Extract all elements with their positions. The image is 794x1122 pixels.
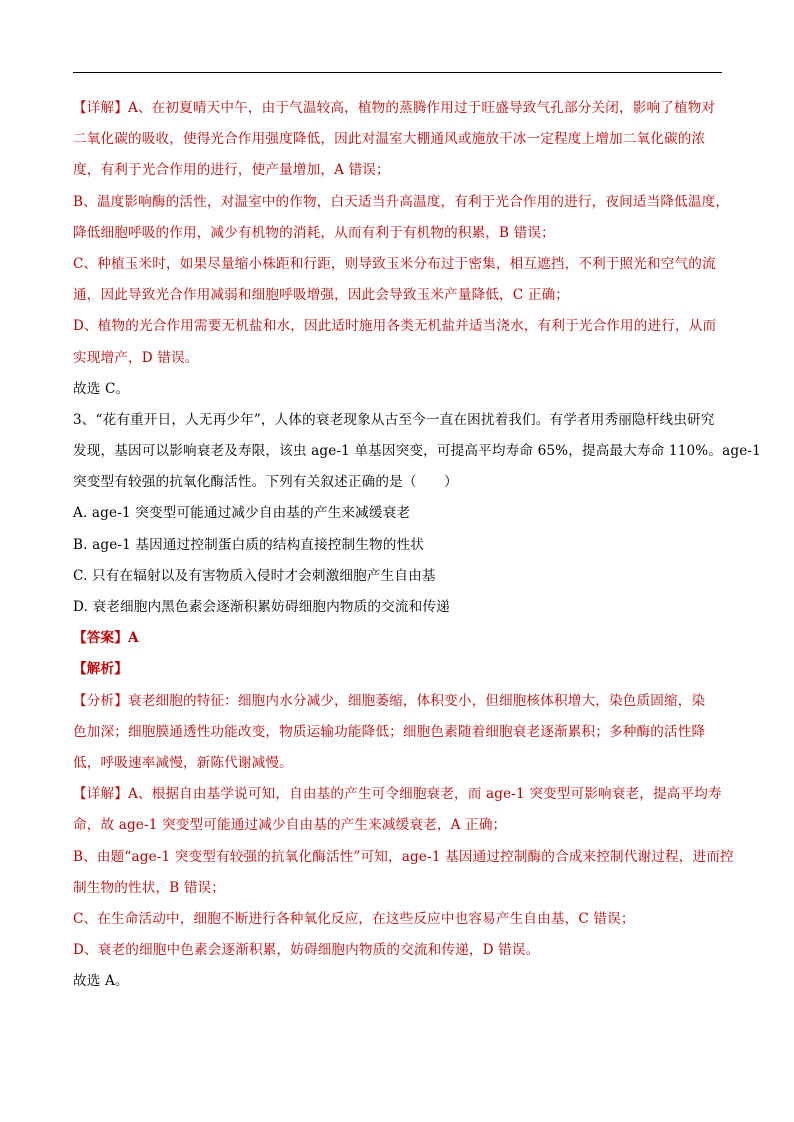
text-line: 【答案】A bbox=[73, 630, 139, 647]
text-line: A. age-1 突变型可能通过减少自由基的产生来减缓衰老 bbox=[73, 505, 411, 522]
text-line: 制生物的性状，B 错误； bbox=[73, 879, 226, 896]
text-line: 降低细胞呼吸的作用，减少有机物的消耗，从而有利于有机物的积累，B 错误； bbox=[73, 224, 555, 241]
text-line: 实现增产，D 错误。 bbox=[73, 349, 199, 366]
text-line: C. 只有在辐射以及有害物质入侵时才会刺激细胞产生自由基 bbox=[73, 567, 436, 584]
text-line: 命，故 age-1 突变型可能通过减少自由基的产生来减缓衰老，A 正确； bbox=[73, 817, 507, 834]
text-line: 通，因此导致光合作用减弱和细胞呼吸增强，因此会导致玉米产量降低，C 正确； bbox=[73, 287, 570, 304]
text-line: 色加深；细胞膜通透性功能改变，物质运输功能降低；细胞色素随着细胞衰老逐渐累积；多种酶的活性降 bbox=[73, 723, 706, 740]
text-line: D、植物的光合作用需要无机盐和水，因此适时施用各类无机盐并适当浇水，有利于光合作用的进行，从而 bbox=[73, 318, 717, 335]
text-line: C、种植玉米时，如果尽量缩小株距和行距，则导致玉米分布过于密集，相互遮挡，不利于照光和空气的流 bbox=[73, 255, 716, 272]
text-line: B、由题“age-1 突变型有较强的抗氧化酶活性”可知，age-1 基因通过控制酶的合成来控制代谢过程，进而控 bbox=[73, 848, 734, 865]
text-line: B、温度影响酶的活性，对温室中的作物，白天适当升高温度，有利于光合作用的进行，夜间适当降低温度， bbox=[73, 193, 730, 210]
header-rule bbox=[73, 72, 722, 73]
text-line: 【解析】 bbox=[73, 661, 128, 678]
text-line: 【详解】A、在初夏晴天中午，由于气温较高，植物的蒸腾作用过于旺盛导致气孔部分关闭，影响了植物对 bbox=[73, 100, 716, 116]
text-line: D、衰老的细胞中色素会逐渐积累，妨碍细胞内物质的交流和传递，D 错误。 bbox=[73, 942, 540, 959]
text-line: 故选 A。 bbox=[73, 973, 129, 990]
text-line: 发现，基因可以影响衰老及寿限，该虫 age-1 单基因突变，可提高平均寿命 65%，提高最大寿命 110%。age-1 bbox=[73, 443, 761, 460]
text-line: 【分析】衰老细胞的特征：细胞内水分减少，细胞萎缩，体积变小，但细胞核体积增大，染色质固缩，染 bbox=[73, 692, 706, 709]
text-line: 低，呼吸速率减慢，新陈代谢减慢。 bbox=[73, 754, 293, 771]
document-body bbox=[73, 100, 761, 1004]
text-line: 二氧化碳的吸收，使得光合作用强度降低，因此对温室大棚通风或施放干冰一定程度上增加二氧化碳的浓 bbox=[73, 131, 706, 148]
text-line: D. 衰老细胞内黑色素会逐渐积累妨碍细胞内物质的交流和传递 bbox=[73, 599, 450, 615]
text-line: C、在生命活动中，细胞不断进行各种氧化反应，在这些反应中也容易产生自由基，C 错误； bbox=[73, 910, 635, 927]
text-line: B. age-1 基因通过控制蛋白质的结构直接控制生物的性状 bbox=[73, 536, 425, 553]
text-line: 【详解】A、根据自由基学说可知，自由基的产生可令细胞衰老，而 age-1 突变型可影响衰老，提高平均寿 bbox=[73, 786, 722, 803]
text-line: 度，有利于光合作用的进行，使产量增加，A 错误； bbox=[73, 162, 390, 179]
text-line: 3、“花有重开日，人无再少年”，人体的衰老现象从古至今一直在困扰着我们。有学者用秀丽隐杆线虫研究 bbox=[73, 411, 715, 428]
text-line: 突变型有较强的抗氧化酶活性。下列有关叙述正确的是（ ） bbox=[73, 474, 458, 491]
text-line: 故选 C。 bbox=[73, 380, 130, 397]
